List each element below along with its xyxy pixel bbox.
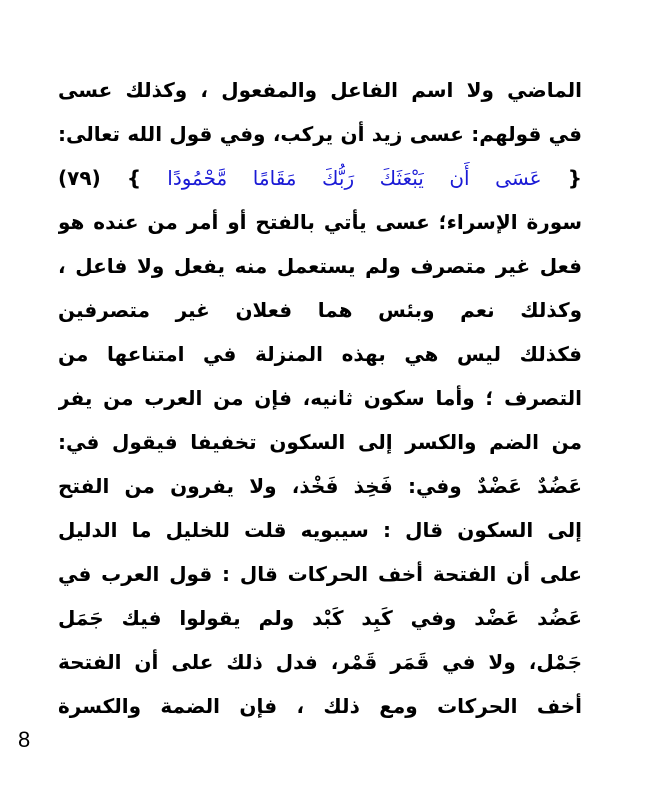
text-line: من الضم والكسر إلى السكون تخفيفا فيقول في:: [58, 430, 582, 454]
text-line: عَضُدٌ عَضْدٌ وفي: فَخِذ فَخْذ، ولا يفرون من الفتح: [58, 474, 582, 498]
text-line: فكذلك ليس هي بهذه المنزلة في امتناعها من: [58, 342, 582, 366]
text-line: فعل غير متصرف ولم يستعمل منه يفعل ولا فاعل ،: [58, 254, 582, 278]
quran-verse: عَسَى أَن يَبْعَثَكَ رَبُّكَ مَقَامًا مَّحْمُودًا: [167, 166, 542, 190]
verse-close-brace: }: [126, 166, 142, 190]
text-line: التصرف ؛ وأما سكون ثانيه، فإن من العرب من يفر: [58, 386, 582, 410]
text-line: الماضي ولا اسم الفاعل والمفعول ، وكذلك عسى: [58, 78, 582, 102]
page-number: 8: [18, 727, 31, 752]
text-line: في قولهم: عسى زيد أن يركب، وفي قول الله تعالى:: [58, 122, 582, 146]
text-line: جَمْل، ولا في قَمَر قَمْر، فدل ذلك على أن الفتحة: [58, 650, 582, 674]
body-text: [58, 68, 582, 728]
verse-line: [58, 156, 582, 200]
text-line: سورة الإسراء؛ عسى يأتي بالفتح أو أمر من عنده هو: [58, 210, 582, 234]
text-line: أخف الحركات ومع ذلك ، فإن الضمة والكسرة: [58, 694, 582, 718]
verse-reference: (٧٩): [58, 166, 101, 190]
text-line: إلى السكون قال : سيبويه قلت للخليل ما الدليل: [58, 518, 582, 542]
text-line: عَضُد عَضْد وفي كَبِد كَبْد ولم يقولوا فيك جَمَل: [58, 606, 582, 630]
text-line: على أن الفتحة أخف الحركات قال : قول العرب في: [58, 562, 582, 586]
verse-open-brace: {: [567, 166, 582, 190]
text-line: وكذلك نعم وبئس هما فعلان غير متصرفين: [58, 298, 582, 322]
